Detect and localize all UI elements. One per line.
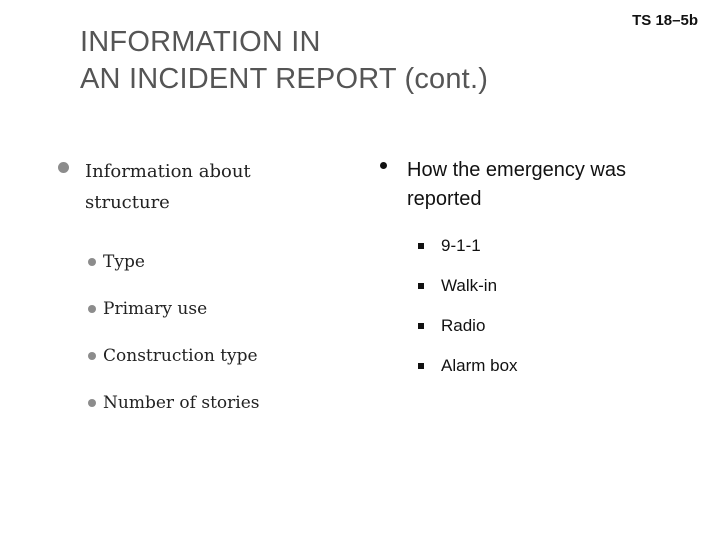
- bullet-square-icon: [418, 243, 424, 249]
- right-column: [380, 156, 700, 386]
- bullet-dot-icon: [88, 399, 96, 407]
- slide-number: TS 18–5b: [632, 12, 698, 29]
- list-item: [418, 346, 700, 386]
- list-item-label: Walk-in: [441, 276, 498, 295]
- list-item: [418, 306, 700, 346]
- list-item: [418, 266, 700, 306]
- list-item: [88, 285, 338, 332]
- bullet-dot-icon: [380, 162, 387, 169]
- list-item: [88, 379, 338, 426]
- bullet-square-icon: [418, 323, 424, 329]
- bullet-square-icon: [418, 283, 424, 289]
- left-sublist: [58, 238, 338, 426]
- bullet-square-icon: [418, 363, 424, 369]
- bullet-dot-icon: [58, 162, 69, 173]
- list-item-label: Primary use: [103, 298, 208, 319]
- slide-title-line-1: INFORMATION IN: [80, 26, 321, 58]
- right-sublist: [380, 226, 700, 386]
- list-item-label: 9-1-1: [441, 236, 481, 255]
- list-item-label: Type: [103, 251, 145, 272]
- slide-title: [80, 24, 488, 98]
- list-item-label: Number of stories: [103, 392, 260, 413]
- slide-title-line-2: AN INCIDENT REPORT (cont.): [80, 63, 489, 95]
- bullet-dot-icon: [88, 305, 96, 313]
- right-heading-item: [380, 156, 700, 214]
- list-item-label: Alarm box: [441, 356, 518, 375]
- right-heading: How the emergency was reported: [407, 159, 626, 210]
- list-item: [418, 226, 700, 266]
- list-item-label: Radio: [441, 316, 486, 335]
- left-heading-item: [58, 156, 338, 218]
- left-heading: Information about structure: [85, 161, 251, 213]
- list-item: [88, 238, 338, 285]
- bullet-dot-icon: [88, 352, 96, 360]
- bullet-dot-icon: [88, 258, 96, 266]
- left-column: [58, 156, 338, 426]
- list-item-label: Construction type: [103, 345, 258, 366]
- list-item: [88, 332, 338, 379]
